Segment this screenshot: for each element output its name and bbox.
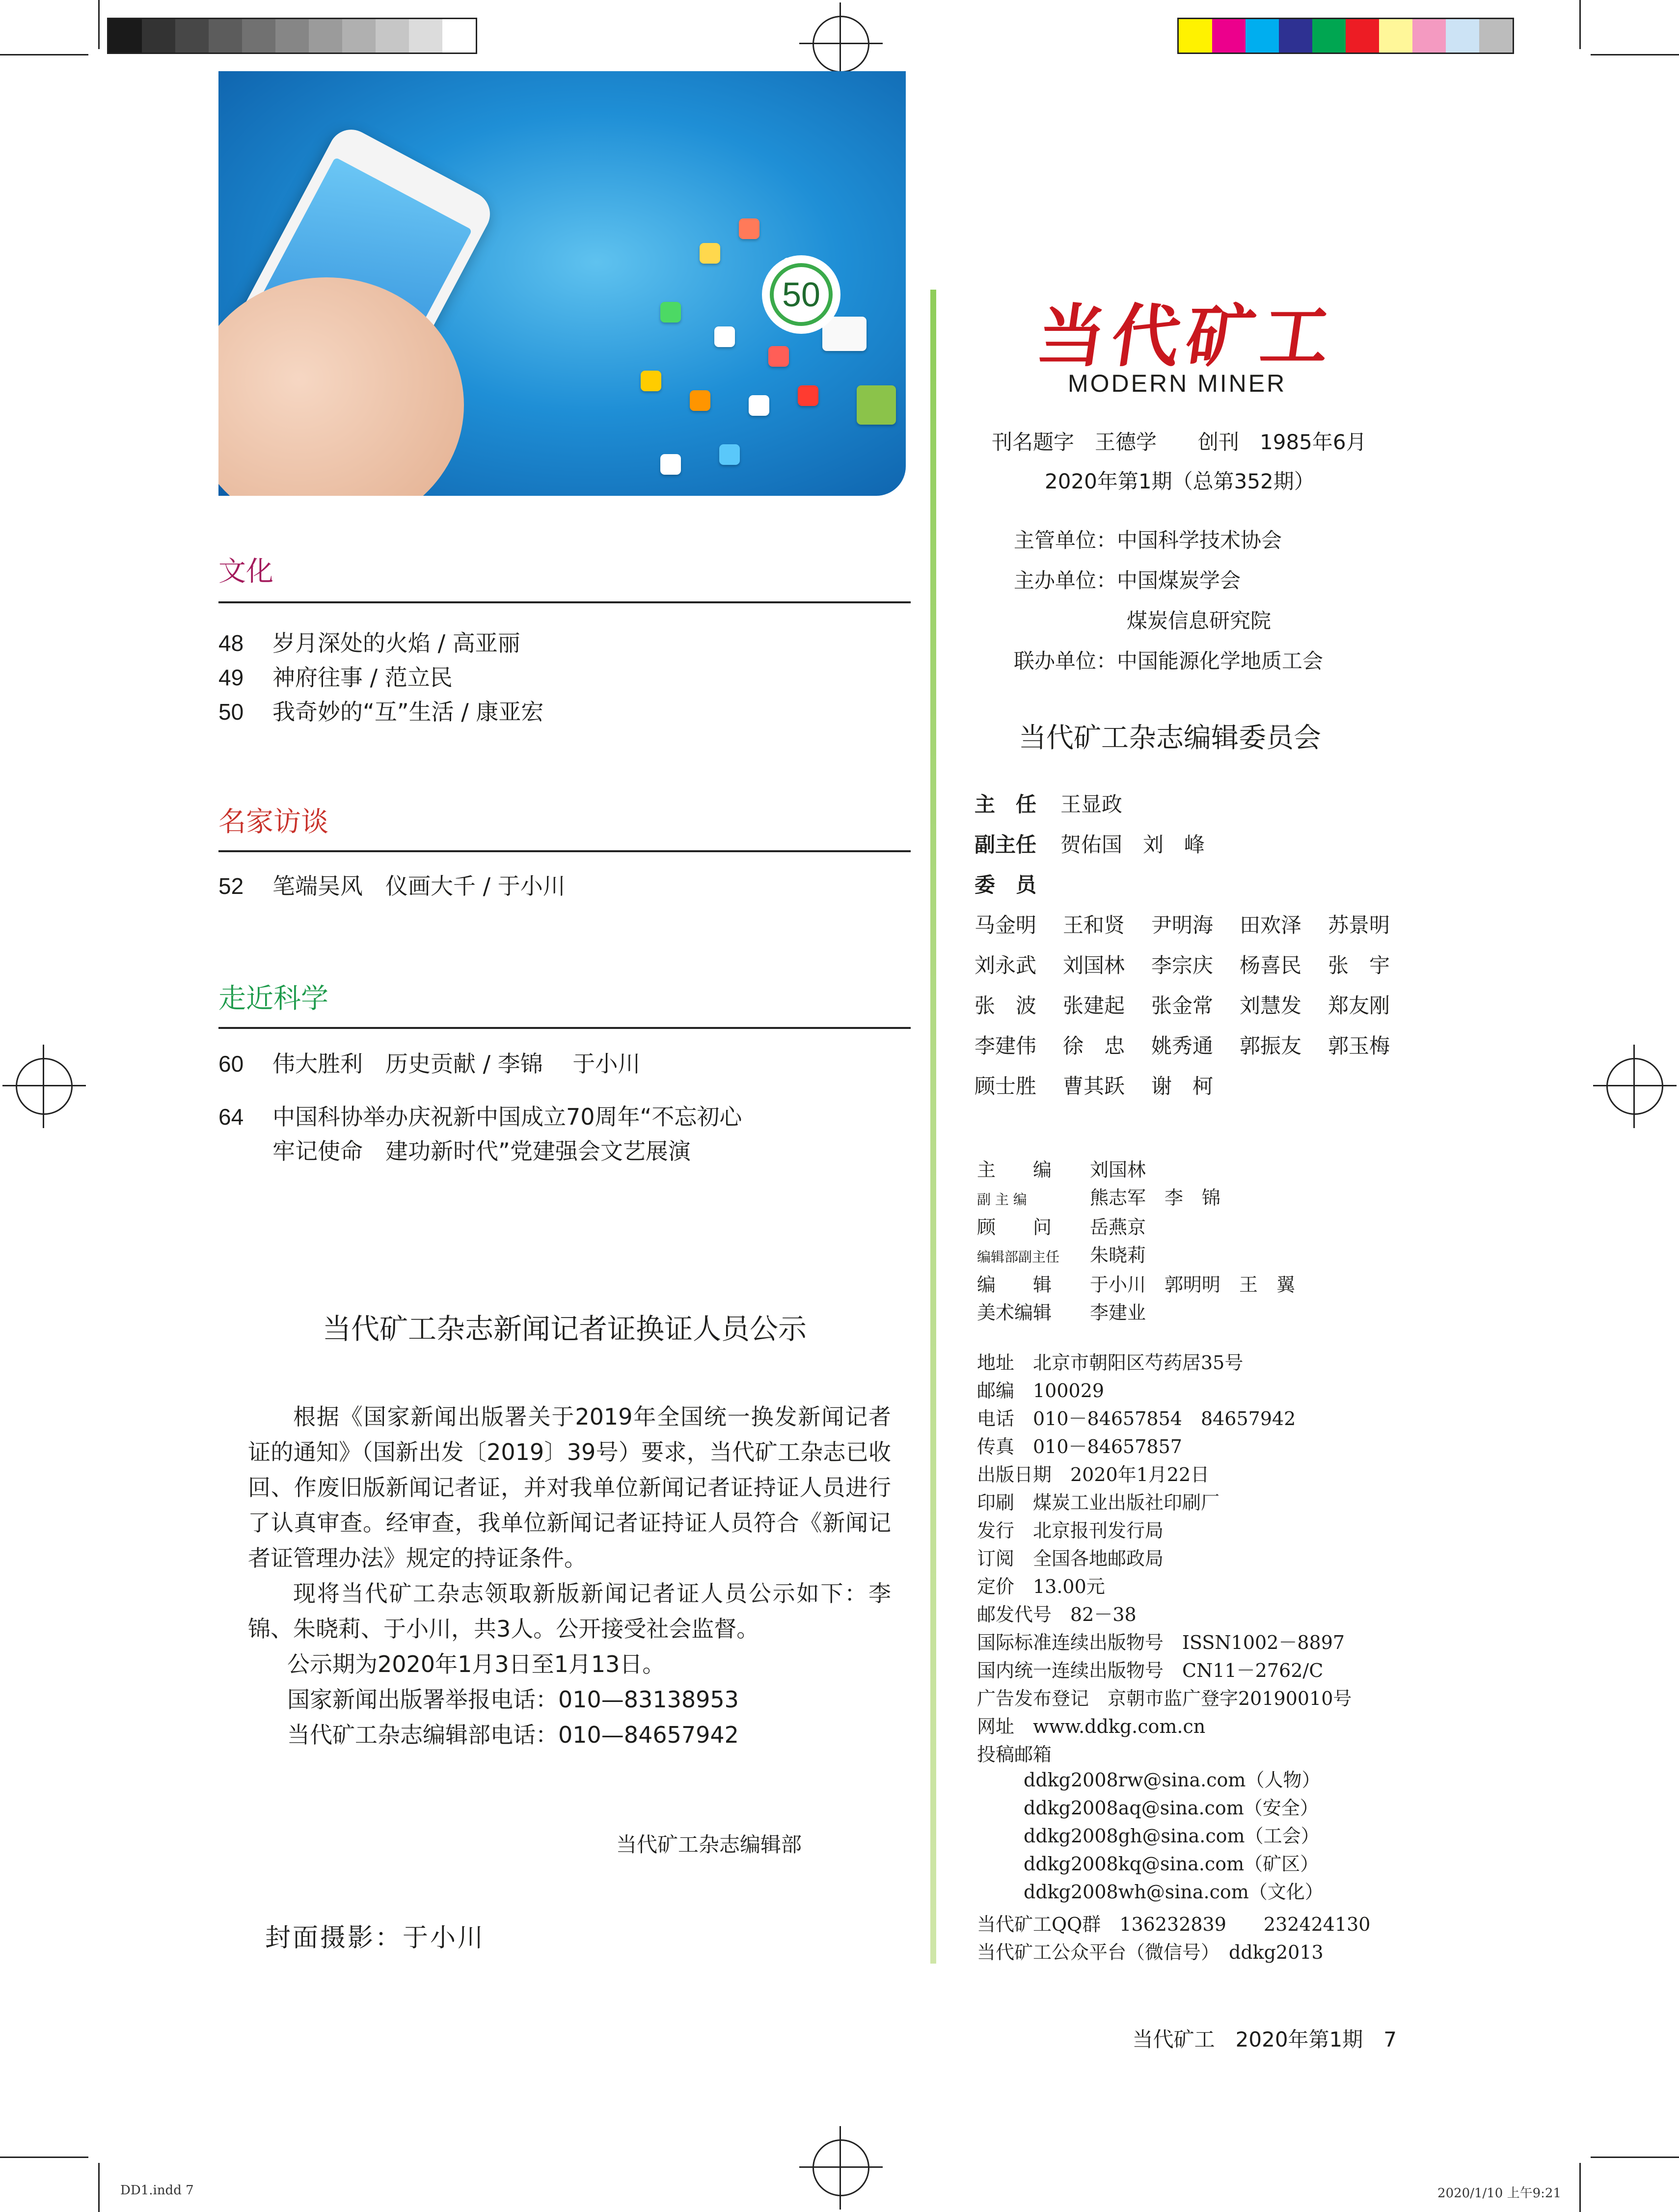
- toc-page: 48: [218, 630, 244, 656]
- staff-value: 熊志军 李 锦: [1090, 1187, 1221, 1209]
- member-name: 张建起: [1063, 994, 1125, 1018]
- app-icon: [690, 390, 710, 411]
- notice-paragraph: 根据《国家新闻出版署关于2019年全国统一换发新闻记者证的通知》（国新出发〔2019〕39号）要求，当代矿工杂志已收回、作废旧版新闻记者证，并对我单位新闻记者证持证人员进行了认真审查。经审查，我单位新闻记者证持证人员符合《新闻记者证管理办法》规定的持证条件。: [248, 1403, 891, 1571]
- calligraphy-founding: 刊名题字 王德学 创刊 1985年6月: [992, 430, 1367, 454]
- staff-list: [977, 1156, 1295, 1327]
- member-name: 刘国林: [1063, 953, 1125, 977]
- app-icon: [798, 385, 818, 406]
- committee-director: [975, 788, 1122, 818]
- contact-row: 定价 13.00元: [977, 1576, 1105, 1597]
- staff-row: [977, 1156, 1295, 1184]
- member-name: 李建伟: [975, 1034, 1037, 1058]
- gray-swatch: [309, 19, 342, 53]
- registration-mark: [812, 2139, 869, 2196]
- crop-mark: [1591, 2157, 1679, 2158]
- crop-mark: [1579, 2163, 1581, 2212]
- member-name: 郭振友: [1240, 1034, 1302, 1058]
- member-name: 王和贤: [1063, 913, 1125, 937]
- toc-text: 牢记使命 建功新时代”党建强会文艺展演: [272, 1138, 691, 1164]
- gray-swatch: [142, 19, 175, 53]
- contact-row: 发行 北京报刊发行局: [977, 1520, 1164, 1541]
- gray-swatch: [409, 19, 442, 53]
- grayscale-color-bar: [107, 18, 477, 54]
- section-rule: [218, 1027, 911, 1029]
- section-title-culture: 文化: [218, 556, 273, 588]
- notice-title: 当代矿工杂志新闻记者证换证人员公示: [322, 1312, 807, 1346]
- notice-body: [248, 1399, 891, 1753]
- staff-row: [977, 1271, 1295, 1299]
- page-footer: 当代矿工 2020年第1期 7: [1132, 2027, 1397, 2051]
- director-label: 主 任: [975, 792, 1037, 816]
- notice-hotline: 国家新闻出版署举报电话：010—83138953: [287, 1686, 739, 1713]
- toc-page: 60: [218, 1051, 244, 1077]
- committee-title: 当代矿工杂志编辑委员会: [1019, 722, 1321, 754]
- toc-page: 52: [218, 873, 244, 899]
- crop-mark: [98, 2163, 100, 2212]
- toc-text: 岁月深处的火焰 / 高亚丽: [272, 630, 520, 656]
- color-swatch: [1179, 19, 1212, 53]
- toc-item[interactable]: [218, 1100, 742, 1134]
- contact-row: 网址 www.ddkg.com.cn: [977, 1716, 1206, 1737]
- gray-swatch: [275, 19, 309, 53]
- member-name: 顾士胜: [975, 1074, 1037, 1098]
- gray-swatch: [209, 19, 242, 53]
- member-row: [975, 909, 1416, 939]
- staff-row: [977, 1214, 1295, 1241]
- issue-number: 2020年第1期（总第352期）: [1045, 469, 1315, 493]
- contact-row: 国内统一连续出版物号 CN11－2762/C: [977, 1660, 1324, 1681]
- contact-row: 投稿邮箱: [977, 1744, 1052, 1765]
- member-name: 刘慧发: [1240, 994, 1302, 1018]
- color-swatch: [1412, 19, 1446, 53]
- contact-row: 印刷 煤炭工业出版社印刷厂: [977, 1492, 1220, 1513]
- member-name: 郑友刚: [1328, 994, 1390, 1018]
- toc-text: 伟大胜利 历史贡献 / 李锦 于小川: [272, 1051, 641, 1077]
- toc-item[interactable]: [218, 695, 543, 729]
- gray-swatch: [175, 19, 209, 53]
- toc-text: 笔端吴风 仪画大千 / 于小川: [272, 873, 566, 899]
- toc-item[interactable]: [218, 869, 566, 903]
- contact-row: 电话 010－84657854 84657942: [977, 1408, 1296, 1430]
- member-row: [975, 1070, 1240, 1100]
- toc-item[interactable]: [218, 626, 543, 660]
- toc-list-science: [218, 1047, 742, 1168]
- crop-mark: [0, 2157, 88, 2158]
- qq-group: 当代矿工QQ群 136232839 232424130: [977, 1914, 1371, 1935]
- email-link[interactable]: ddkg2008wh@sina.com（文化）: [1024, 1881, 1324, 1903]
- toc-text: 中国科协举办庆祝新中国成立70周年“不忘初心: [272, 1104, 742, 1130]
- contact-row: 传真 010－84657857: [977, 1436, 1182, 1457]
- music-icon: [857, 385, 896, 425]
- member-name: 谢 柯: [1151, 1074, 1214, 1098]
- app-icon: [768, 346, 789, 367]
- color-swatch: [1212, 19, 1246, 53]
- app-icon: [714, 326, 735, 347]
- notice-office-phone: 当代矿工杂志编辑部电话：010—84657942: [287, 1722, 739, 1748]
- sponsor: 主办单位：中国煤炭学会: [1014, 568, 1241, 593]
- magazine-english-title: MODERN MINER: [1068, 370, 1287, 397]
- member-name: 姚秀通: [1151, 1034, 1214, 1058]
- staff-label: 编 辑: [977, 1274, 1052, 1295]
- supervisor: 主管单位：中国科学技术协会: [1014, 528, 1282, 552]
- toc-list-interview: [218, 869, 566, 903]
- email-link[interactable]: ddkg2008gh@sina.com（工会）: [1024, 1825, 1320, 1847]
- toc-page: 49: [218, 665, 244, 690]
- contact-row: 国际标准连续出版物号 ISSN1002－8897: [977, 1632, 1345, 1653]
- page-badge: [762, 255, 840, 334]
- contact-row: 邮发代号 82－38: [977, 1604, 1137, 1625]
- gray-swatch: [242, 19, 275, 53]
- toc-text: 我奇妙的“互”生活 / 康亚宏: [272, 699, 544, 725]
- section-rule: [218, 850, 911, 852]
- toc-text: 神府往事 / 范立民: [272, 664, 453, 691]
- staff-label: 顾 问: [977, 1216, 1052, 1238]
- member-name: 尹明海: [1151, 913, 1214, 937]
- toc-page: 64: [218, 1104, 244, 1130]
- color-swatch: [1279, 19, 1312, 53]
- notice-signature: 当代矿工杂志编辑部: [616, 1833, 802, 1857]
- toc-item[interactable]: [218, 1047, 742, 1081]
- staff-label: 主 编: [977, 1159, 1052, 1181]
- contact-row: 订阅 全国各地邮政局: [977, 1548, 1164, 1569]
- contact-row: 地址 北京市朝阳区芍药居35号: [977, 1352, 1244, 1374]
- member-row: [975, 949, 1416, 979]
- notice-paragraph: 现将当代矿工杂志领取新版新闻记者证人员公示如下：李锦、朱晓莉、于小川，共3人。公开接受社会监督。: [248, 1580, 891, 1642]
- staff-label: 副 主 编: [977, 1191, 1027, 1208]
- section-title-science: 走近科学: [218, 983, 328, 1015]
- member-row: [975, 1030, 1416, 1059]
- member-name: 张 波: [975, 994, 1037, 1018]
- email-link[interactable]: ddkg2008aq@sina.com（安全）: [1024, 1797, 1319, 1819]
- member-name: 郭玉梅: [1328, 1034, 1390, 1058]
- staff-label: 编辑部副主任: [977, 1249, 1060, 1265]
- committee-deputy: [975, 829, 1205, 858]
- staff-value: 于小川 郭明明 王 翼: [1090, 1274, 1296, 1295]
- app-icon: [660, 454, 681, 475]
- app-icon: [719, 444, 740, 465]
- toc-item-continued[interactable]: [218, 1134, 742, 1168]
- registration-mark: [812, 16, 869, 73]
- color-swatch: [1379, 19, 1412, 53]
- color-swatch: [1346, 19, 1379, 53]
- app-icon: [749, 395, 769, 416]
- toc-page: 50: [218, 699, 244, 725]
- member-row: [975, 990, 1416, 1019]
- sponsor-second: 煤炭信息研究院: [1127, 609, 1272, 633]
- process-color-bar: [1177, 18, 1514, 54]
- wechat-account: 当代矿工公众平台（微信号） ddkg2013: [977, 1942, 1324, 1963]
- member-name: 李宗庆: [1151, 953, 1214, 977]
- member-name: 刘永武: [975, 953, 1037, 977]
- staff-row: [977, 1299, 1295, 1327]
- member-name: 张金常: [1151, 994, 1214, 1018]
- crop-mark: [1591, 54, 1679, 55]
- color-swatch: [1312, 19, 1346, 53]
- cover-photo-credit: 封面摄影：于小川: [265, 1923, 486, 1953]
- section-title-interview: 名家访谈: [218, 806, 328, 838]
- app-icon: [641, 371, 661, 391]
- app-icon: [660, 302, 681, 323]
- app-icon: [739, 218, 759, 239]
- slug-file: DD1.indd 7: [120, 2183, 194, 2198]
- email-link[interactable]: ddkg2008rw@sina.com（人物）: [1024, 1769, 1321, 1791]
- staff-value: 刘国林: [1090, 1159, 1146, 1181]
- color-swatch: [1246, 19, 1279, 53]
- deputy-names: 贺佑国 刘 峰: [1060, 833, 1205, 857]
- gray-swatch: [108, 19, 142, 53]
- slug-timestamp: 2020/1/10 上午9:21: [1437, 2186, 1561, 2201]
- registration-mark: [1606, 1058, 1663, 1115]
- badge-number: 50: [770, 263, 833, 326]
- email-list: [1024, 1766, 1324, 1906]
- toc-item[interactable]: [218, 660, 543, 695]
- member-name: 田欢泽: [1240, 913, 1302, 937]
- color-swatch: [1446, 19, 1479, 53]
- contact-list: [977, 1349, 1352, 1769]
- magazine-logo: 当代矿工: [1032, 296, 1342, 376]
- member-name: 马金明: [975, 913, 1037, 937]
- staff-label: 美术编辑: [977, 1302, 1052, 1323]
- member-name: 杨喜民: [1240, 953, 1302, 977]
- registration-mark: [16, 1058, 73, 1115]
- contact-row: 广告发布登记 京朝市监广登字20190010号: [977, 1688, 1352, 1709]
- app-icon: [700, 243, 720, 264]
- staff-value: 岳燕京: [1090, 1216, 1146, 1238]
- email-link[interactable]: ddkg2008kq@sina.com（矿区）: [1024, 1853, 1319, 1875]
- staff-value: 李建业: [1090, 1302, 1146, 1323]
- member-name: 曹其跃: [1063, 1074, 1125, 1098]
- co-sponsor: 联办单位：中国能源化学地质工会: [1014, 649, 1324, 673]
- members-label: 委 员: [975, 873, 1037, 897]
- staff-value: 朱晓莉: [1090, 1244, 1146, 1266]
- member-name: 徐 忠: [1063, 1034, 1125, 1058]
- gray-swatch: [442, 19, 476, 53]
- notice-period: 公示期为2020年1月3日至1月13日。: [287, 1651, 665, 1677]
- gray-swatch: [342, 19, 376, 53]
- staff-row: [977, 1184, 1295, 1214]
- section-rule: [218, 601, 911, 603]
- director-name: 王显政: [1060, 792, 1123, 816]
- deputy-label: 副主任: [975, 833, 1037, 857]
- crop-mark: [98, 0, 100, 49]
- contact-row: 出版日期 2020年1月22日: [977, 1464, 1210, 1485]
- toc-list-culture: [218, 626, 543, 729]
- crop-mark: [1579, 0, 1581, 49]
- staff-row: [977, 1241, 1295, 1271]
- member-name: 苏景明: [1328, 913, 1390, 937]
- column-divider: [930, 290, 936, 1964]
- member-name: 张 宇: [1328, 953, 1390, 977]
- contact-row: 邮编 100029: [977, 1380, 1105, 1402]
- crop-mark: [0, 54, 88, 55]
- color-swatch: [1479, 19, 1513, 53]
- gray-swatch: [376, 19, 409, 53]
